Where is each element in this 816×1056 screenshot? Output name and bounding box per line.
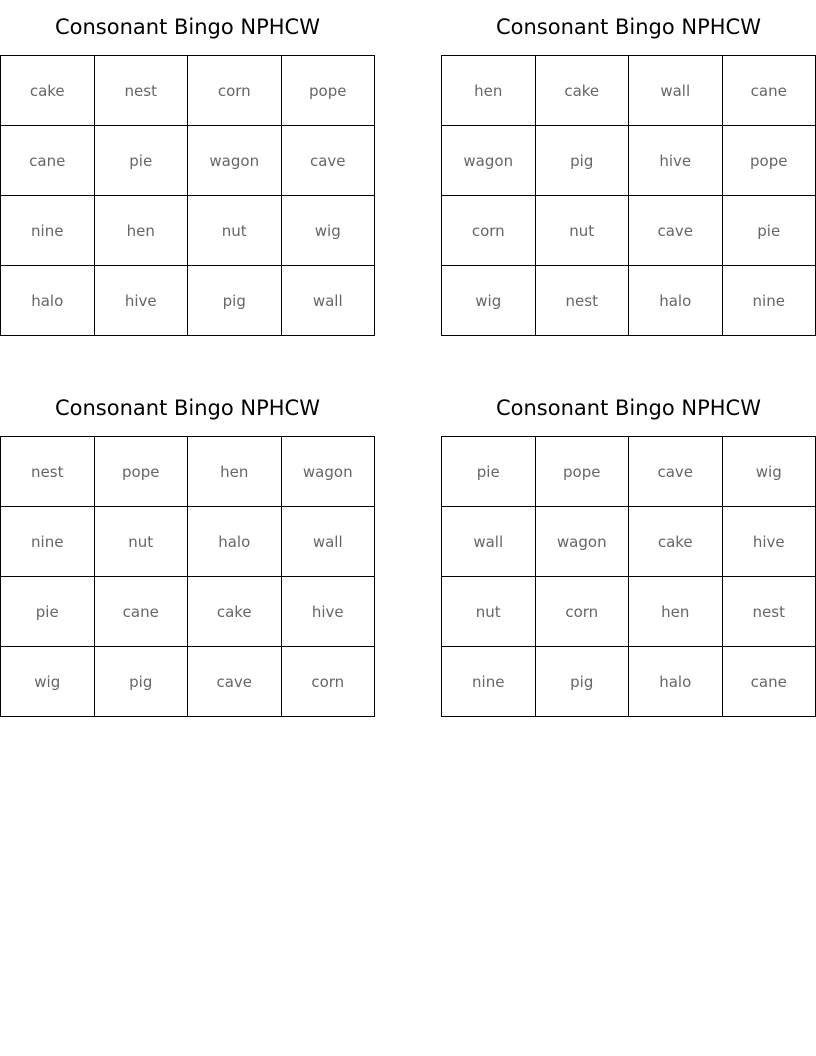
bingo-cell: cave [188,647,282,717]
bingo-cell: wall [442,507,536,577]
bingo-grid [0,436,375,717]
bingo-cell: nut [536,196,630,266]
bingo-cell: corn [442,196,536,266]
bingo-cell: wig [442,266,536,336]
bingo-cell: cave [629,196,723,266]
bingo-cell: pig [536,126,630,196]
bingo-cell: hive [723,507,816,577]
bingo-cell: nut [442,577,536,647]
bingo-cell: pope [723,126,816,196]
bingo-card-1 [0,0,375,336]
bingo-cell: nut [188,196,282,266]
bingo-cell: wagon [442,126,536,196]
bingo-cell: cane [1,126,95,196]
bingo-cell: cake [629,507,723,577]
bingo-cell: nut [95,507,189,577]
bingo-grid [0,55,375,336]
bingo-cell: pig [188,266,282,336]
bingo-cell: cake [188,577,282,647]
bingo-cell: wagon [282,437,376,507]
bingo-cell: cane [723,56,816,126]
card-title: Consonant Bingo NPHCW [495,396,761,420]
bingo-cell: wagon [536,507,630,577]
bingo-cell: cane [723,647,816,717]
bingo-cell: hen [629,577,723,647]
bingo-cell: wall [282,507,376,577]
bingo-cell: pig [536,647,630,717]
bingo-cell: hive [282,577,376,647]
bingo-cell: pie [95,126,189,196]
bingo-cell: hen [95,196,189,266]
bingo-cell: cave [282,126,376,196]
bingo-cell: cave [629,437,723,507]
bingo-cell: pope [282,56,376,126]
bingo-cell: pie [1,577,95,647]
bingo-cell: hen [442,56,536,126]
bingo-cell: halo [629,266,723,336]
bingo-cell: hive [95,266,189,336]
bingo-cell: corn [188,56,282,126]
bingo-cell: wig [1,647,95,717]
bingo-cell: nest [1,437,95,507]
bingo-cell: nine [723,266,816,336]
bingo-cell: nest [536,266,630,336]
bingo-cell: nine [1,507,95,577]
bingo-cell: pig [95,647,189,717]
bingo-cell: wall [629,56,723,126]
bingo-cell: hen [188,437,282,507]
bingo-cell: pie [723,196,816,266]
bingo-cell: cake [1,56,95,126]
bingo-cell: halo [188,507,282,577]
bingo-cell: nine [1,196,95,266]
bingo-cell: nest [723,577,816,647]
bingo-card-3 [0,381,375,717]
bingo-grid [441,55,816,336]
bingo-cell: nest [95,56,189,126]
bingo-cell: cane [95,577,189,647]
bingo-cell: corn [282,647,376,717]
bingo-cell: pope [95,437,189,507]
bingo-cell: nine [442,647,536,717]
bingo-cell: pope [536,437,630,507]
bingo-cell: corn [536,577,630,647]
bingo-card-2 [441,0,816,336]
bingo-cell: cake [536,56,630,126]
bingo-grid [441,436,816,717]
bingo-cell: wig [723,437,816,507]
card-title: Consonant Bingo NPHCW [54,15,320,39]
bingo-cell: halo [1,266,95,336]
bingo-card-4 [441,381,816,717]
bingo-cell: wagon [188,126,282,196]
card-title: Consonant Bingo NPHCW [495,15,761,39]
bingo-cell: halo [629,647,723,717]
card-title: Consonant Bingo NPHCW [54,396,320,420]
bingo-cell: wig [282,196,376,266]
bingo-cell: wall [282,266,376,336]
bingo-cell: hive [629,126,723,196]
bingo-cell: pie [442,437,536,507]
